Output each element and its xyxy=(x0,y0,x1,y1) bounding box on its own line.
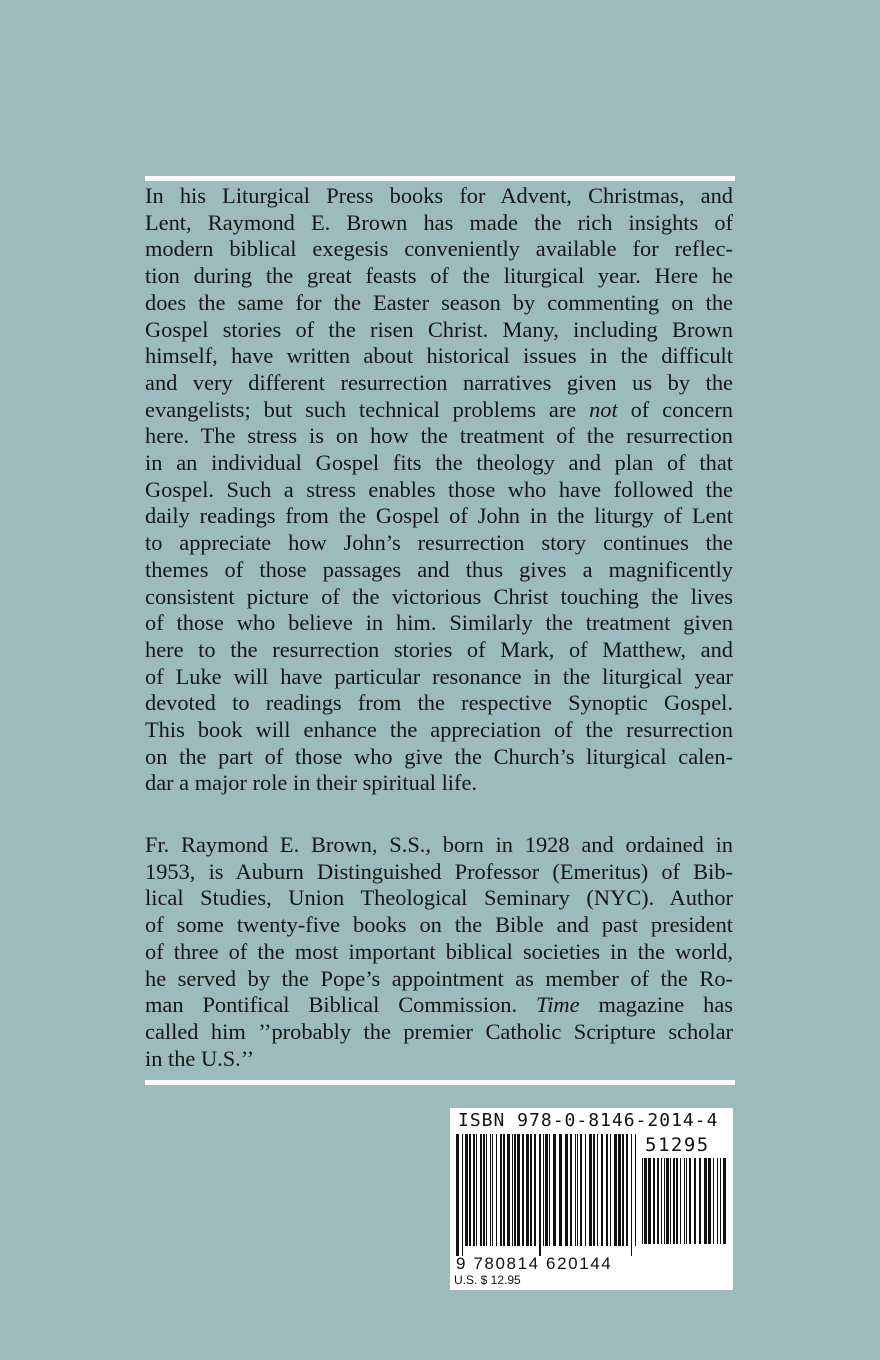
description-line: dar a major role in their spiritual life. xyxy=(145,770,478,796)
bottom-divider-rule xyxy=(145,1080,735,1085)
barcode-bar xyxy=(486,1134,487,1246)
barcode-bar xyxy=(686,1158,687,1244)
barcode-bar xyxy=(580,1134,582,1246)
barcode-bar xyxy=(644,1158,647,1244)
barcode-bar xyxy=(496,1134,497,1246)
barcode-bar xyxy=(666,1158,669,1244)
barcode-bar xyxy=(549,1134,550,1246)
barcode-bar xyxy=(720,1158,721,1244)
barcode-bar xyxy=(473,1134,475,1246)
barcode-bar xyxy=(553,1134,556,1246)
barcode-bar xyxy=(614,1134,617,1246)
description-line: devoted to readings from the respective Synoptic Gospel. xyxy=(145,690,733,716)
barcode-bar xyxy=(618,1134,621,1246)
barcode-bar xyxy=(465,1134,468,1246)
bio-line: called him ’’probably the premier Catholic Scripture scholar xyxy=(145,1018,733,1044)
barcode-bar xyxy=(469,1134,471,1246)
bio-line: 1953, is Auburn Distinguished Professor (Emeritus) of Bib- xyxy=(145,858,733,884)
description-line: in an individual Gospel fits the theology and plan of that xyxy=(145,450,733,476)
barcode-bar xyxy=(657,1158,659,1244)
barcode-bar xyxy=(500,1134,502,1246)
barcode-bar xyxy=(589,1134,592,1246)
barcode-bar xyxy=(661,1158,662,1244)
barcode-bar xyxy=(462,1134,463,1256)
description-line: themes of those passages and thus gives a magnificently xyxy=(145,556,733,582)
description-line: of those who believe in him. Similarly the treatment given xyxy=(145,610,733,636)
barcode-bar xyxy=(704,1158,707,1244)
bio-line-start: man Pontifical Biblical Commission. xyxy=(145,992,536,1018)
barcode-bar xyxy=(648,1158,651,1244)
bio-line: lical Studies, Union Theological Seminary (NYC). Author xyxy=(145,885,733,911)
barcode-bar xyxy=(680,1158,681,1244)
barcode-bar xyxy=(577,1134,578,1246)
barcode-bar xyxy=(694,1158,696,1244)
barcode-bar xyxy=(699,1158,701,1244)
barcode-label xyxy=(450,1108,733,1290)
barcode-bar xyxy=(476,1134,477,1246)
barcode-bar xyxy=(622,1134,624,1246)
author-bio xyxy=(145,832,733,1072)
description-line xyxy=(145,397,733,424)
bio-line: Fr. Raymond E. Brown, S.S., born in 1928 and ordained in xyxy=(145,832,733,857)
barcode-bar xyxy=(585,1134,586,1246)
price-code: 51295 xyxy=(645,1134,710,1156)
barcode-bar xyxy=(684,1158,685,1244)
retail-price: U.S. $ 12.95 xyxy=(454,1273,521,1287)
barcode-bar xyxy=(456,1134,459,1256)
barcode-bar xyxy=(490,1134,491,1246)
bio-line-end: magazine has xyxy=(579,992,733,1018)
barcode-bar xyxy=(534,1134,536,1246)
description-line: to appreciate how John’s resurrection story continues the xyxy=(145,530,733,556)
barcode-bar xyxy=(539,1134,541,1256)
top-divider-rule xyxy=(145,176,735,181)
barcode-bar xyxy=(507,1134,510,1246)
barcode-bar xyxy=(635,1134,636,1246)
barcode-bar xyxy=(626,1134,628,1246)
barcode-bar xyxy=(514,1134,516,1246)
barcode-bar xyxy=(492,1134,493,1246)
description-line-start: evangelists; but such technical problems are xyxy=(145,396,590,422)
bio-line: he served by the Pope’s appointment as member of the Ro- xyxy=(145,965,733,991)
barcode-bar xyxy=(610,1134,611,1246)
description-line: and very different resurrection narratives given us by the xyxy=(145,369,733,395)
book-description xyxy=(145,183,733,797)
barcode-bar xyxy=(480,1134,482,1246)
barcode-bar xyxy=(517,1134,520,1246)
description-line-end: of concern xyxy=(617,396,733,422)
bio-line xyxy=(145,992,733,1019)
description-line: himself, have written about historical issues in the difficult xyxy=(145,343,733,369)
barcode-bar xyxy=(717,1158,718,1244)
description-line: here to the resurrection stories of Mark, of Matthew, and xyxy=(145,636,733,662)
barcode-bar xyxy=(503,1134,505,1246)
barcode-bar xyxy=(559,1134,562,1246)
emphasis-time: Time xyxy=(535,992,580,1018)
barcode-bar xyxy=(642,1158,643,1244)
barcode-bar xyxy=(575,1134,576,1246)
description-line: on the part of those who give the Church’s liturgical calen- xyxy=(145,743,733,769)
price-barcode-icon xyxy=(642,1158,728,1254)
ean-barcode-icon xyxy=(456,1134,638,1256)
barcode-bar xyxy=(664,1158,665,1244)
description-line: of Luke will have particular resonance in the liturgical year xyxy=(145,663,733,689)
barcode-bar xyxy=(512,1134,513,1246)
barcode-bar xyxy=(570,1134,572,1246)
barcode-bar xyxy=(653,1158,655,1244)
description-line: Lent, Raymond E. Brown has made the rich insights of xyxy=(145,209,733,235)
barcode-bar xyxy=(723,1158,726,1244)
description-line: Gospel. Such a stress enables those who have followed the xyxy=(145,476,733,502)
description-line: consistent picture of the victorious Christ touching the lives xyxy=(145,583,733,609)
description-line: modern biblical exegesis conveniently available for reflec- xyxy=(145,236,733,262)
barcode-bar xyxy=(597,1134,598,1246)
bio-line: of some twenty-five books on the Bible and past president xyxy=(145,912,733,938)
description-line: tion during the great feasts of the liturgical year. Here he xyxy=(145,263,733,289)
bio-line: of three of the most important biblical societies in the world, xyxy=(145,938,733,964)
barcode-bar xyxy=(483,1134,485,1246)
ean-digits: 9 780814 620144 xyxy=(456,1254,613,1273)
barcode-bar xyxy=(631,1134,632,1256)
description-line: Gospel stories of the risen Christ. Many, including Brown xyxy=(145,316,733,342)
barcode-bar xyxy=(526,1134,529,1246)
description-line: does the same for the Easter season by commenting on the xyxy=(145,289,733,315)
description-line: here. The stress is on how the treatment of the resurrection xyxy=(145,423,733,449)
barcode-bar xyxy=(565,1134,568,1246)
barcode-bar xyxy=(713,1158,714,1244)
barcode-bar xyxy=(522,1134,524,1246)
description-line: In his Liturgical Press books for Advent, Christmas, and xyxy=(145,183,733,208)
description-line: daily readings from the Gospel of John in the liturgy of Lent xyxy=(145,503,733,529)
barcode-bar xyxy=(601,1134,603,1246)
barcode-bar xyxy=(545,1134,548,1246)
barcode-bar xyxy=(708,1158,711,1244)
barcode-bar xyxy=(673,1158,675,1244)
barcode-bar xyxy=(606,1134,608,1246)
barcode-bar xyxy=(593,1134,595,1246)
barcode-bar xyxy=(676,1158,678,1244)
description-line: This book will enhance the appreciation of the resurrection xyxy=(145,717,733,743)
barcode-bar xyxy=(530,1134,532,1246)
barcode-bar xyxy=(689,1158,691,1244)
isbn-number: ISBN 978-0-8146-2014-4 xyxy=(458,1110,719,1131)
bio-line: in the U.S.’’ xyxy=(145,1045,255,1071)
barcode-bar xyxy=(543,1134,544,1246)
barcode-bar xyxy=(670,1158,671,1244)
emphasis-not: not xyxy=(589,396,618,422)
